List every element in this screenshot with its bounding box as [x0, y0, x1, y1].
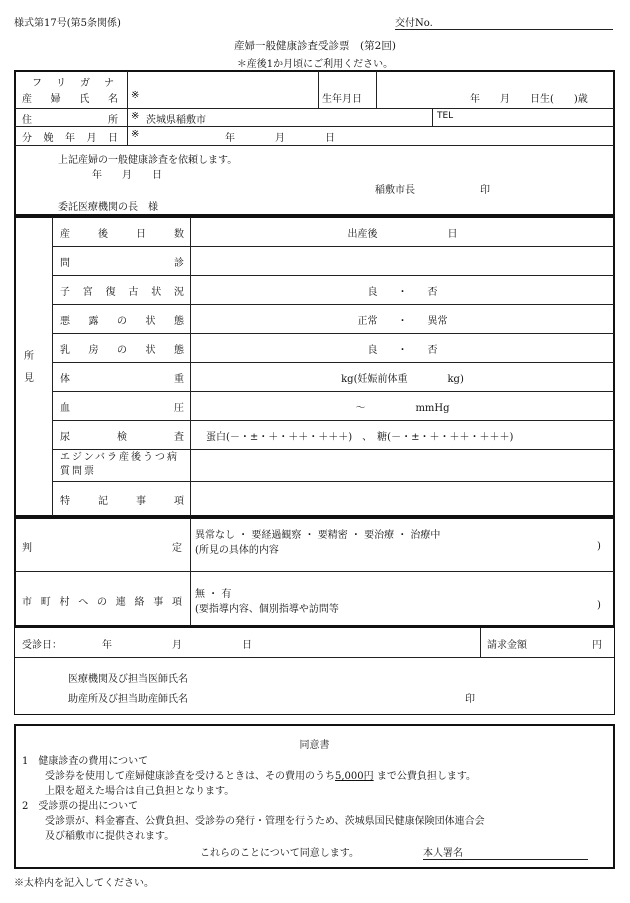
billing-label: 請求金額: [487, 640, 527, 651]
delivery-mark: ※: [131, 129, 140, 140]
furigana-label: フ リ ガ ナ: [32, 78, 114, 89]
finding-value[interactable]: 出産後 日: [347, 229, 458, 240]
consent-agree: これらのことについて同意します。: [200, 848, 359, 859]
billing-yen[interactable]: 円: [592, 640, 602, 651]
signature-field[interactable]: [423, 859, 588, 860]
contact-detail[interactable]: (要指導内容、個別指導や訪問等: [195, 604, 339, 615]
finding-label: 特記事項: [60, 496, 184, 507]
mayor-label: 稲敷市長: [375, 185, 415, 196]
address-mark: ※: [131, 111, 140, 122]
issue-no-label: 交付No.: [395, 18, 433, 29]
consent-title: 同意書: [299, 740, 330, 751]
judgment-label: 判 定: [22, 543, 182, 554]
address-label: 住 所: [22, 115, 118, 126]
finding-value[interactable]: 良 ・ 否: [367, 345, 438, 356]
tel-label: TEL: [437, 111, 454, 121]
delivery-label: 分 娩 年 月 日: [22, 133, 118, 144]
findings-section-label: 所見: [24, 351, 34, 384]
form-number: 様式第17号(第5条関係): [14, 18, 121, 29]
consent-amount: 5,000円: [335, 771, 374, 782]
name-label: 産 婦 氏 名: [22, 94, 118, 105]
finding-label: 問診: [60, 258, 184, 269]
finding-label: 産後日数: [60, 229, 184, 240]
judgment-options[interactable]: 異常なし ・ 要経過観察 ・ 要精密 ・ 要治療 ・ 治療中: [195, 530, 441, 541]
judgment-close: ): [597, 541, 601, 552]
contact-close: ): [597, 600, 601, 611]
finding-label: 乳房の状態: [60, 345, 184, 356]
finding-value[interactable]: 正常 ・ 異常: [357, 316, 448, 327]
judgment-detail[interactable]: (所見の具体的内容: [195, 545, 279, 556]
midwife-label: 助産所及び担当助産師氏名: [68, 694, 188, 705]
contact-label: 市 町 村 へ の 連 絡 事 項: [22, 597, 182, 608]
institution-label: 医療機関及び担当医師氏名: [68, 674, 188, 685]
finding-value[interactable]: 蛋白(－・±・＋・＋＋・＋＋＋) 、 糖(－・±・＋・＋＋・＋＋＋): [206, 432, 514, 443]
birthdate-label: 生年月日: [322, 94, 362, 105]
finding-value[interactable]: 良 ・ 否: [367, 287, 438, 298]
consent-item1-title: 1 健康診査の費用について: [22, 756, 149, 767]
finding-label: 体重: [60, 374, 184, 385]
address-value[interactable]: 茨城県稲敷市: [146, 115, 206, 126]
contact-options[interactable]: 無 ・ 有: [195, 589, 232, 600]
form-title: 産婦一般健康診査受診票 (第2回): [234, 40, 396, 52]
request-addressee: 委託医療機関の長 様: [58, 202, 158, 213]
finding-value[interactable]: ～ mmHg: [355, 403, 450, 414]
finding-label: エジンバラ産後うつ病質問票: [60, 452, 180, 477]
consent-item1-line2: 上限を超えた場合は自己負担となります。: [45, 786, 235, 797]
exam-date-label: 受診日：: [22, 640, 62, 651]
signature-label: 本人署名: [423, 848, 463, 859]
form-subtitle: ＊産後1か月頃にご利用ください。: [236, 59, 394, 70]
name-mark: ※: [131, 90, 140, 101]
request-date: 年 月 日: [92, 170, 162, 181]
name-input[interactable]: [145, 74, 315, 104]
finding-label: 悪露の状態: [60, 316, 184, 327]
finding-label: 血圧: [60, 403, 184, 414]
finding-label: 尿検査: [60, 432, 184, 443]
consent-item2-line2: 及び稲敷市に提供されます。: [45, 831, 175, 842]
finding-label: 子宮復古状況: [60, 287, 184, 298]
issue-no-field[interactable]: [395, 29, 613, 30]
consent-item1-line1: 受診券を使用して産婦健康診査を受けるときは、その費用のうち5,000円 まで公費負担します。: [45, 771, 477, 782]
birthdate-value[interactable]: 年 月 日生( )歳: [470, 94, 588, 105]
exam-seal: 印: [465, 694, 475, 705]
exam-date-value[interactable]: 年 月 日: [102, 640, 252, 651]
delivery-value[interactable]: 年 月 日: [225, 133, 335, 144]
consent-item2-line1: 受診票が、料金審査、公費負担、受診券の発行・管理を行うため、茨城県国民健康保険団体連合会: [45, 816, 485, 827]
request-text: 上記産婦の一般健康診査を依頼します。: [58, 155, 238, 166]
finding-value[interactable]: kg(妊娠前体重 kg): [341, 374, 464, 385]
consent-item2-title: 2 受診票の提出について: [22, 801, 139, 812]
footer-note: ※太枠内を記入してください。: [14, 878, 154, 889]
mayor-seal: 印: [480, 185, 490, 196]
